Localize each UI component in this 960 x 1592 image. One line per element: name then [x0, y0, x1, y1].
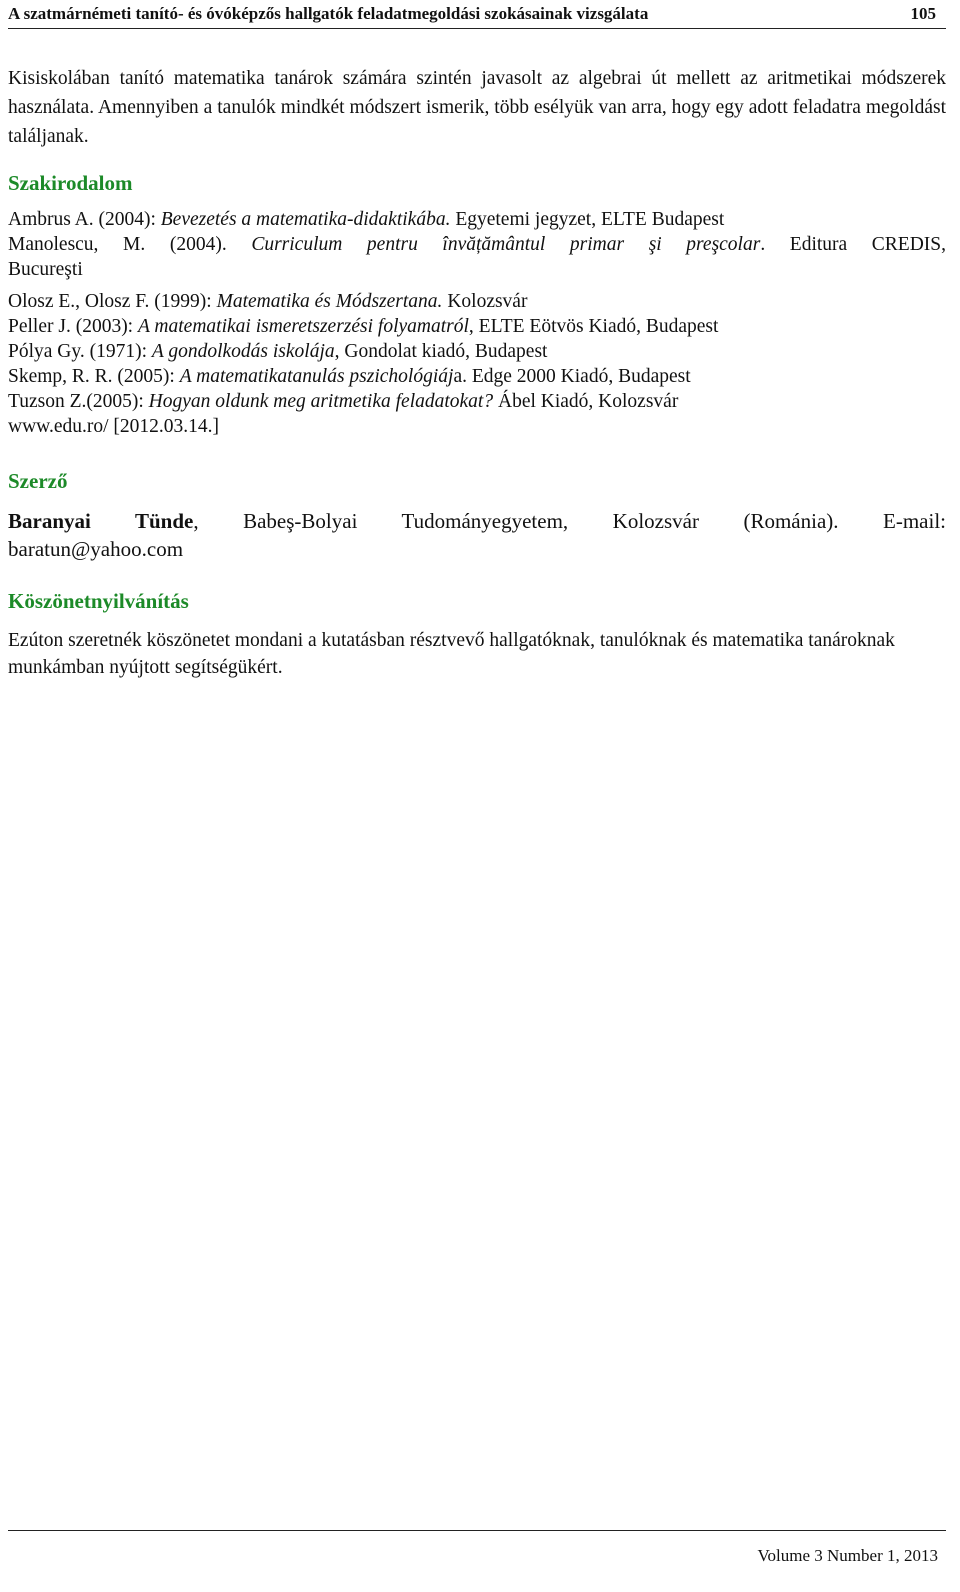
author-email[interactable]: baratun@yahoo.com [8, 537, 184, 561]
reference-item: Olosz E., Olosz F. (1999): Matematika és Módszertana. Kolozsvár [8, 291, 528, 312]
page-content [8, 64, 946, 681]
reference-item: Ambrus A. (2004): Bevezetés a matematika-didaktikába. Egyetemi jegyzet, ELTE Budapest [8, 209, 725, 230]
reference-item-continuation: Bucureşti [8, 259, 83, 280]
acknowledgement-text: Ezúton szeretnék köszönetet mondani a kutatásban résztvevő hallgatóknak, tanulóknak és matematika tanároknak munkámban nyújtott segítségükért. [8, 630, 895, 678]
reference-item: Pólya Gy. (1971): A gondolkodás iskolája, Gondolat kiadó, Budapest [8, 341, 548, 362]
running-header [8, 0, 946, 29]
author-line [8, 507, 946, 535]
reference-item: Tuzson Z.(2005): Hogyan oldunk meg aritmetika feladatokat? Ábel Kiadó, Kolozsvár [8, 391, 679, 412]
author-affiliation: , Babeş-Bolyai Tudományegyetem, Kolozsvár (Románia). E-mail: [193, 509, 947, 533]
reference-item-url[interactable]: www.edu.ro/ [2012.03.14.] [8, 416, 220, 437]
journal-article-title: A szatmárnémeti tanító- és óvóképzős hallgatók feladatmegoldási szokásainak vizsgálata [8, 4, 649, 23]
reference-item: Manolescu, M. (2004). Curriculum pentru învățământul primar şi preşcolar. Editura CREDIS, [8, 234, 947, 255]
reference-item: Peller J. (2003): A matematikai ismeretszerzési folyamatról, ELTE Eötvös Kiadó, Budapest [8, 316, 719, 337]
footer-volume: Volume 3 Number 1, 2013 [757, 1546, 938, 1565]
acknowledgement-heading: Köszönetnyilvánítás [8, 589, 189, 613]
footer-divider [8, 1530, 946, 1531]
intro-paragraph: Kisiskolában tanító matematika tanárok számára szintén javasolt az algebrai út mellett az aritmetikai módszerek használata. Amennyiben a tanulók mindkét módszert ismerik, több esélyük van arra, hogy egy adott feladatra megoldást találjanak. [8, 68, 946, 147]
author-name: Baranyai Tünde [8, 509, 194, 533]
references-heading: Szakirodalom [8, 171, 133, 195]
page-number: 105 [910, 4, 936, 23]
author-heading: Szerző [8, 469, 68, 493]
reference-item: Skemp, R. R. (2005): A matematikatanulás pszichológiája. Edge 2000 Kiadó, Budapest [8, 366, 691, 387]
